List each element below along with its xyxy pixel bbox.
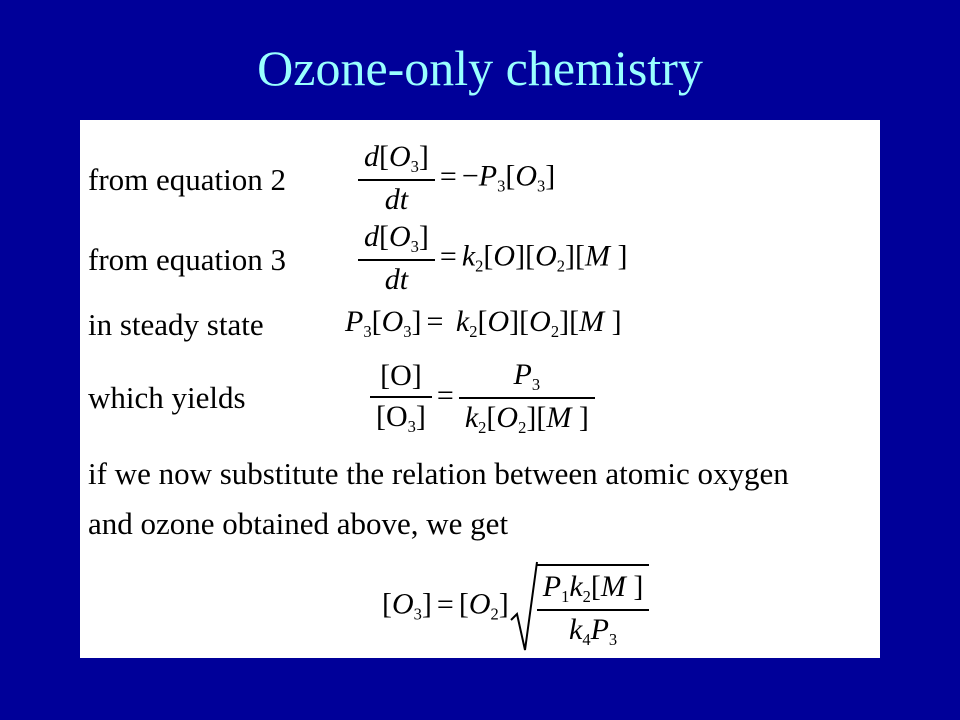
equation-ozone-concentration: $[O_3] = [O_2]$ $\frac{P_1k_2[M ]}{k_4P_3}$: [382, 564, 649, 649]
label-which-yields: which yields: [88, 380, 246, 415]
equation-ratio: $\frac{[O]}{[O_3]}$ = $\frac{P_3}{k_2[O_2][M ]}$: [370, 358, 595, 437]
equation-row-1: [80, 140, 880, 220]
equation-ozone-production: $\frac{d[O_3]}{dt}$ = $k_2[O][O_2][M$ ]: [358, 220, 627, 297]
equation-steady-state: $P_3[O_3] = k_2[O][O_2][M$ ]: [345, 305, 622, 341]
equation-ozone-loss: $\frac{d[O_3]}{dt}$ = $-P_3[O_3]$: [358, 140, 555, 217]
derivative-fraction: $\frac{d[O_3]}{dt}$: [358, 140, 435, 217]
substitution-text-line-1: if we now substitute the relation between atomic oxygen: [88, 456, 789, 491]
label-from-equation-3: from equation 3: [88, 242, 287, 277]
equation-row-2: [80, 220, 880, 300]
oxygen-ozone-ratio: $\frac{[O]}{[O_3]}$: [370, 359, 432, 436]
substitution-text-line-2: and ozone obtained above, we get: [88, 506, 509, 541]
label-from-equation-2: from equation 2: [88, 162, 287, 197]
rate-ratio: $\frac{P_3}{k_2[O_2][M ]}$: [459, 358, 595, 437]
text-row-2: [80, 506, 880, 546]
radical-sign-icon: [509, 558, 539, 654]
equation-row-3: [80, 305, 880, 355]
equation-row-4: [80, 358, 880, 448]
label-in-steady-state: in steady state: [88, 307, 264, 342]
rate-constant-fraction: $\frac{P_1k_2[M ]}{k_4P_3}$: [537, 564, 650, 649]
text-row-1: [80, 456, 880, 496]
equation-row-final: [80, 560, 880, 650]
square-root: [509, 564, 650, 649]
derivative-fraction: $\frac{d[O_3]}{dt}$: [358, 220, 435, 297]
slide-title: Ozone-only chemistry: [257, 40, 703, 96]
equation-panel: [80, 120, 880, 658]
